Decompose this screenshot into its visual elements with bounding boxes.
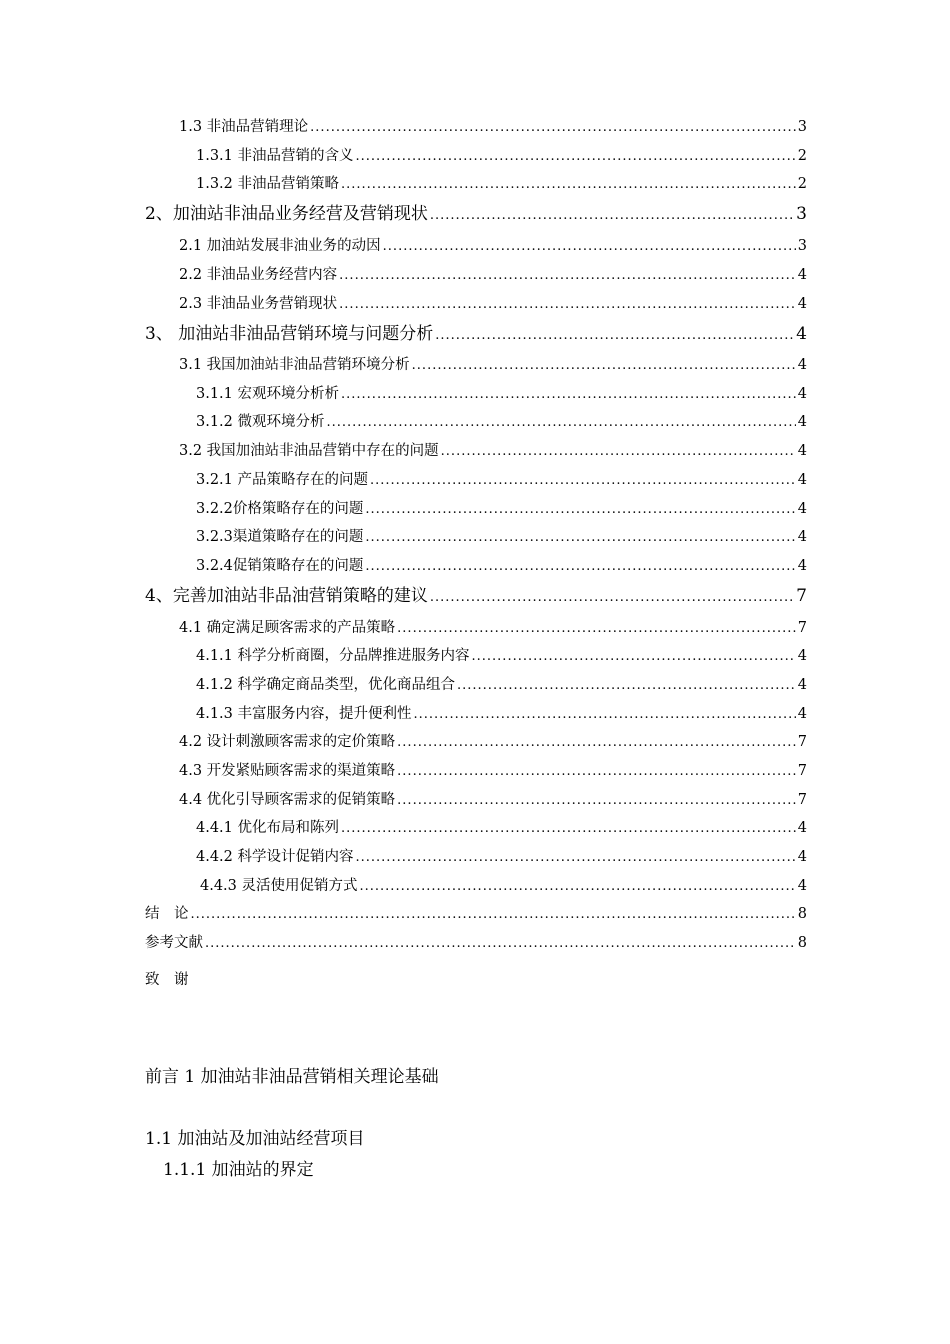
toc-entry[interactable] xyxy=(179,356,807,375)
toc-leader-dots xyxy=(365,501,795,519)
toc-chapter-entry[interactable] xyxy=(145,586,807,608)
toc-leader-dots xyxy=(412,357,796,375)
toc-entry-title: 1.3.1 非油品营销的含义 xyxy=(196,148,354,164)
toc-entry-title: 4、完善加油站非品油营销策略的建议 xyxy=(145,586,428,606)
toc-entry-page: 8 xyxy=(797,906,807,922)
toc-leader-dots xyxy=(397,763,796,781)
toc-entry-title: 4.4 优化引导顾客需求的促销策略 xyxy=(179,792,396,808)
toc-entry-page: 4 xyxy=(797,501,807,517)
toc-entry[interactable] xyxy=(196,647,807,666)
toc-leader-dots xyxy=(435,326,794,346)
toc-entry-page: 3 xyxy=(796,204,807,224)
toc-entry[interactable] xyxy=(179,442,807,461)
toc-entry[interactable] xyxy=(200,877,807,896)
toc-leader-dots xyxy=(430,206,794,226)
toc-entry-title: 3.1.1 宏观环境分析析 xyxy=(196,386,340,402)
toc-entry-page: 4 xyxy=(797,820,807,836)
toc-entry-page: 4 xyxy=(797,443,807,459)
section-heading-1-1: 1.1 加油站及加油站经营项目 xyxy=(145,1129,365,1149)
toc-leader-dots xyxy=(356,849,796,867)
toc-entry-title: 3、 加油站非油品营销环境与问题分析 xyxy=(145,324,434,344)
toc-entry-page: 4 xyxy=(797,267,807,283)
toc-entry-conclusion[interactable] xyxy=(145,905,807,924)
toc-entry-page: 4 xyxy=(797,414,807,430)
toc-leader-dots xyxy=(365,558,795,576)
toc-entry[interactable] xyxy=(196,557,807,576)
section-heading-1-1-1: 1.1.1 加油站的界定 xyxy=(163,1160,314,1180)
toc-entry-page: 4 xyxy=(797,296,807,312)
toc-entry-title: 4.4.1 优化布局和陈列 xyxy=(196,820,340,836)
toc-leader-dots xyxy=(383,238,796,256)
toc-chapter-entry[interactable] xyxy=(145,204,807,226)
toc-entry-page: 7 xyxy=(797,763,807,779)
toc-entry[interactable] xyxy=(179,295,807,314)
toc-entry-title: 4.1.1 科学分析商圈，分品牌推进服务内容 xyxy=(196,648,470,664)
toc-leader-dots xyxy=(339,267,796,285)
toc-leader-dots xyxy=(205,935,796,953)
toc-leader-dots xyxy=(341,386,796,404)
toc-entry-title: 3.2.4促销策略存在的问题 xyxy=(196,558,364,574)
toc-entry-page: 4 xyxy=(797,558,807,574)
toc-entry-references[interactable] xyxy=(145,934,807,953)
toc-entry[interactable] xyxy=(196,471,807,490)
toc-leader-dots xyxy=(441,443,796,461)
toc-leader-dots xyxy=(339,296,796,314)
toc-entry-title: 1.3 非油品营销理论 xyxy=(179,119,309,135)
toc-entry-title: 3.2 我国加油站非油品营销中存在的问题 xyxy=(179,443,439,459)
toc-entry-title: 1.3.2 非油品营销策略 xyxy=(196,176,340,192)
acknowledgement-entry: 致 谢 xyxy=(145,972,189,988)
toc-entry[interactable] xyxy=(196,175,807,194)
toc-entry-title: 2.3 非油品业务营销现状 xyxy=(179,296,338,312)
toc-entry[interactable] xyxy=(179,619,807,638)
toc-entry-page: 4 xyxy=(797,472,807,488)
toc-entry[interactable] xyxy=(179,118,807,137)
toc-entry-page: 4 xyxy=(797,357,807,373)
toc-entry-title: 4.3 开发紧贴顾客需求的渠道策略 xyxy=(179,763,396,779)
toc-entry-title: 3.2.3渠道策略存在的问题 xyxy=(196,529,364,545)
preface-heading: 前言 1 加油站非油品营销相关理论基础 xyxy=(145,1067,439,1087)
toc-entry[interactable] xyxy=(179,266,807,285)
toc-entry-page: 4 xyxy=(797,849,807,865)
toc-entry[interactable] xyxy=(179,791,807,810)
toc-entry-page: 3 xyxy=(797,119,807,135)
toc-entry-page: 7 xyxy=(797,792,807,808)
toc-entry-page: 2 xyxy=(797,148,807,164)
toc-entry-page: 4 xyxy=(796,324,807,344)
toc-entry-page: 3 xyxy=(797,238,807,254)
toc-entry-page: 7 xyxy=(797,620,807,636)
toc-entry[interactable] xyxy=(196,147,807,166)
toc-leader-dots xyxy=(414,706,796,724)
toc-leader-dots xyxy=(365,529,795,547)
toc-entry-title: 3.2.2价格策略存在的问题 xyxy=(196,501,364,517)
toc-entry-page: 2 xyxy=(797,176,807,192)
toc-entry-title: 2、加油站非油品业务经营及营销现状 xyxy=(145,204,428,224)
toc-entry[interactable] xyxy=(196,848,807,867)
toc-entry-title: 3.1.2 微观环境分析 xyxy=(196,414,325,430)
toc-entry-page: 8 xyxy=(797,935,807,951)
toc-entry[interactable] xyxy=(196,500,807,519)
toc-leader-dots xyxy=(397,734,796,752)
toc-entry-page: 4 xyxy=(797,648,807,664)
toc-entry-title: 4.4.2 科学设计促销内容 xyxy=(196,849,354,865)
toc-entry-title: 3.1 我国加油站非油品营销环境分析 xyxy=(179,357,410,373)
toc-entry-page: 7 xyxy=(797,734,807,750)
toc-entry-title: 4.4.3 灵活使用促销方式 xyxy=(200,878,358,894)
toc-leader-dots xyxy=(457,677,796,695)
toc-entry-title: 2.2 非油品业务经营内容 xyxy=(179,267,338,283)
toc-chapter-entry[interactable] xyxy=(145,324,807,346)
toc-entry[interactable] xyxy=(196,385,807,404)
toc-entry[interactable] xyxy=(196,413,807,432)
toc-leader-dots xyxy=(191,906,796,924)
toc-entry-title: 4.2 设计刺激顾客需求的定价策略 xyxy=(179,734,396,750)
toc-leader-dots xyxy=(360,878,796,896)
toc-leader-dots xyxy=(310,119,796,137)
toc-entry-title: 4.1.2 科学确定商品类型，优化商品组合 xyxy=(196,677,456,693)
toc-entry-page: 4 xyxy=(797,878,807,894)
toc-leader-dots xyxy=(341,820,796,838)
toc-entry[interactable] xyxy=(196,705,807,724)
toc-leader-dots xyxy=(327,414,796,432)
toc-leader-dots xyxy=(430,588,794,608)
toc-entry[interactable] xyxy=(196,676,807,695)
toc-entry-title: 3.2.1 产品策略存在的问题 xyxy=(196,472,369,488)
toc-entry-title: 4.1 确定满足顾客需求的产品策略 xyxy=(179,620,396,636)
toc-leader-dots xyxy=(356,148,796,166)
toc-entry-title: 结 论 xyxy=(145,906,189,922)
toc-entry[interactable] xyxy=(196,819,807,838)
toc-leader-dots xyxy=(397,792,796,810)
toc-leader-dots xyxy=(341,176,796,194)
toc-entry-page: 4 xyxy=(797,386,807,402)
toc-entry[interactable] xyxy=(179,733,807,752)
toc-entry-page: 7 xyxy=(796,586,807,606)
toc-entry[interactable] xyxy=(179,237,807,256)
toc-leader-dots xyxy=(370,472,796,490)
toc-leader-dots xyxy=(472,648,796,666)
toc-entry-title: 2.1 加油站发展非油业务的动因 xyxy=(179,238,381,254)
toc-entry-page: 4 xyxy=(797,706,807,722)
toc-entry[interactable] xyxy=(196,528,807,547)
toc-entry-page: 4 xyxy=(797,529,807,545)
toc-entry-title: 4.1.3 丰富服务内容，提升便利性 xyxy=(196,706,412,722)
toc-entry-title: 参考文献 xyxy=(145,935,203,951)
toc-entry[interactable] xyxy=(179,762,807,781)
toc-leader-dots xyxy=(397,620,796,638)
toc-entry-page: 4 xyxy=(797,677,807,693)
